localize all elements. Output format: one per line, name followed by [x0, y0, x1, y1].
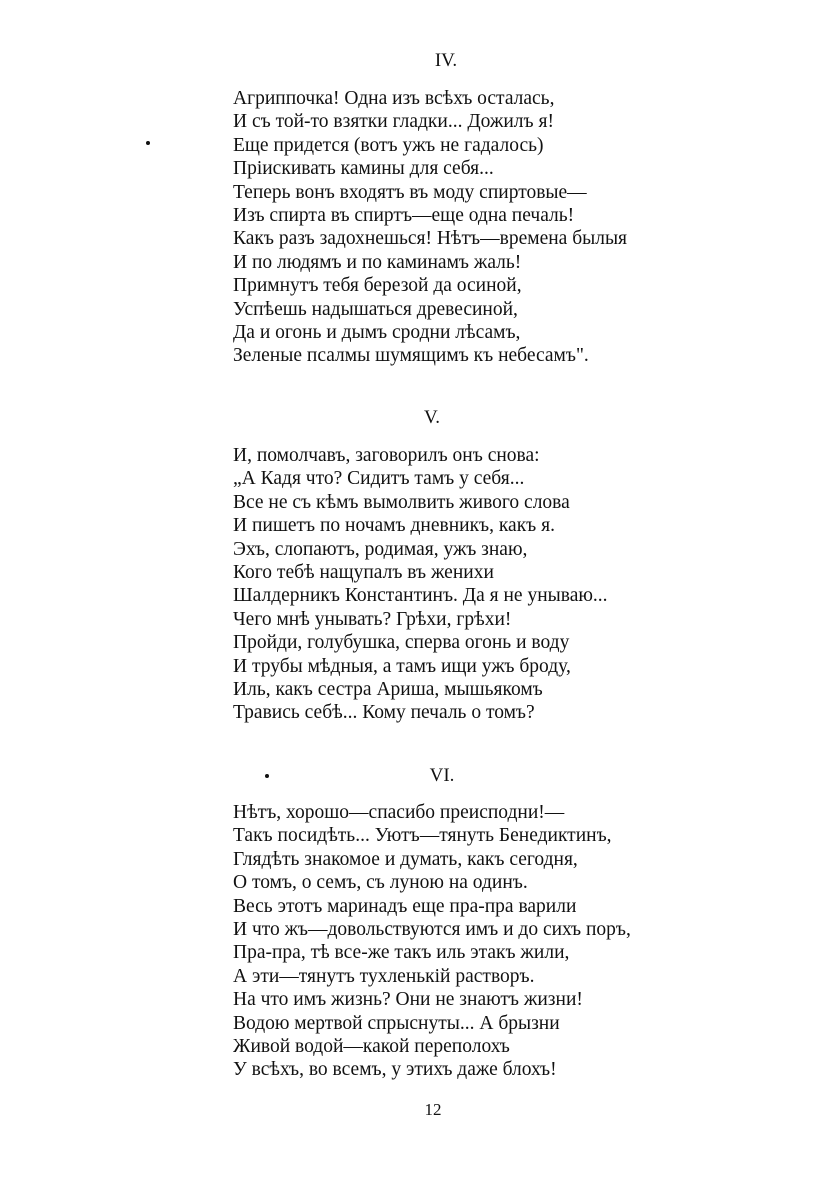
- verse-line: О томъ, о семъ, съ луною на одинъ.: [233, 872, 528, 894]
- verse-line: Живой водой—какой переполохъ: [233, 1036, 510, 1058]
- verse-line: И что жъ—довольствуются имъ и до сихъ поръ,: [233, 919, 631, 941]
- verse-line: Эхъ, слопаютъ, родимая, ужъ знаю,: [233, 538, 528, 560]
- verse-line: Зеленые псалмы шумящимъ къ небесамъ".: [233, 345, 589, 367]
- verse-line: И пишетъ по ночамъ дневникъ, какъ я.: [233, 515, 555, 537]
- verse-line: Изъ спирта въ спиртъ—еще одна печаль!: [233, 205, 575, 227]
- verse-line: Кого тебѣ нащупалъ въ женихи: [233, 562, 494, 584]
- verse-line: И трубы мѣдныя, а тамъ ищи ужъ броду,: [233, 655, 571, 677]
- verse-line: Такъ посидѣть... Уютъ—тянуть Бенедиктинъ,: [233, 825, 612, 847]
- verse-line: Успѣешь надышаться древесиной,: [233, 298, 518, 320]
- verse-line: Шалдерникъ Константинъ. Да я не унываю...: [233, 585, 608, 607]
- verse-line: И, помолчавъ, заговорилъ онъ снова:: [233, 445, 540, 466]
- verse-line: Травись себѣ... Кому печаль о томъ?: [233, 702, 535, 724]
- stanza-iv: [233, 87, 627, 368]
- verse-line: Пройди, голубушка, сперва огонь и воду: [233, 632, 570, 654]
- verse-line: Все не съ кѣмъ вымолвить живого слова: [233, 491, 570, 513]
- verse-line: Водою мертвой спрыснуты... А брызни: [233, 1012, 560, 1034]
- verse-line: Да и огонь и дымъ сродни лѣсамъ,: [233, 322, 521, 344]
- section-heading-vi: VI.: [429, 765, 455, 786]
- verse-line: Еще придется (вотъ ужъ не гадалось): [233, 134, 544, 156]
- verse-line: Чего мнѣ унывать? Грѣхи, грѣхи!: [233, 608, 512, 630]
- stanza-v: [233, 444, 608, 725]
- verse-line: „А Кадя что? Сидитъ тамъ у себя...: [233, 468, 525, 490]
- verse-line: Нѣтъ, хорошо—спасибо преисподни!—: [233, 802, 565, 823]
- verse-line: У всѣхъ, во всемъ, у этихъ даже блохъ!: [233, 1059, 557, 1081]
- verse-line: И по людямъ и по каминамъ жаль!: [233, 251, 522, 273]
- verse-line: И съ той-то взятки гладки... Дожилъ я!: [233, 111, 554, 133]
- verse-line: Пріискивать камины для себя...: [233, 158, 494, 180]
- verse-line: Теперь вонъ входятъ въ моду спиртовые—: [233, 181, 587, 203]
- print-speck: [146, 141, 150, 145]
- section-heading-v: V.: [423, 407, 441, 428]
- verse-line: Какъ разъ задохнешься! Нѣтъ—времена былыя: [233, 228, 628, 250]
- verse-line: На что имъ жизнь? Они не знаютъ жизни!: [233, 989, 583, 1011]
- verse-line: Пра-пра, тѣ все-же такъ иль этакъ жили,: [233, 942, 570, 964]
- verse-line: Примнутъ тебя березой да осиной,: [233, 275, 522, 297]
- stanza-vi: [233, 801, 631, 1082]
- section-heading-iv: IV.: [434, 50, 458, 71]
- verse-line: Агриппочка! Одна изъ всѣхъ осталась,: [233, 88, 555, 109]
- print-speck: [265, 774, 269, 778]
- verse-line: Глядѣть знакомое и думать, какъ сегодня,: [233, 848, 578, 870]
- verse-line: Весь этотъ маринадъ еще пра-пра варили: [233, 895, 577, 917]
- verse-line: Иль, какъ сестра Ариша, мышьякомъ: [233, 679, 543, 701]
- page-number: 12: [424, 1100, 442, 1119]
- verse-line: А эти—тянутъ тухленькій растворъ.: [233, 965, 535, 987]
